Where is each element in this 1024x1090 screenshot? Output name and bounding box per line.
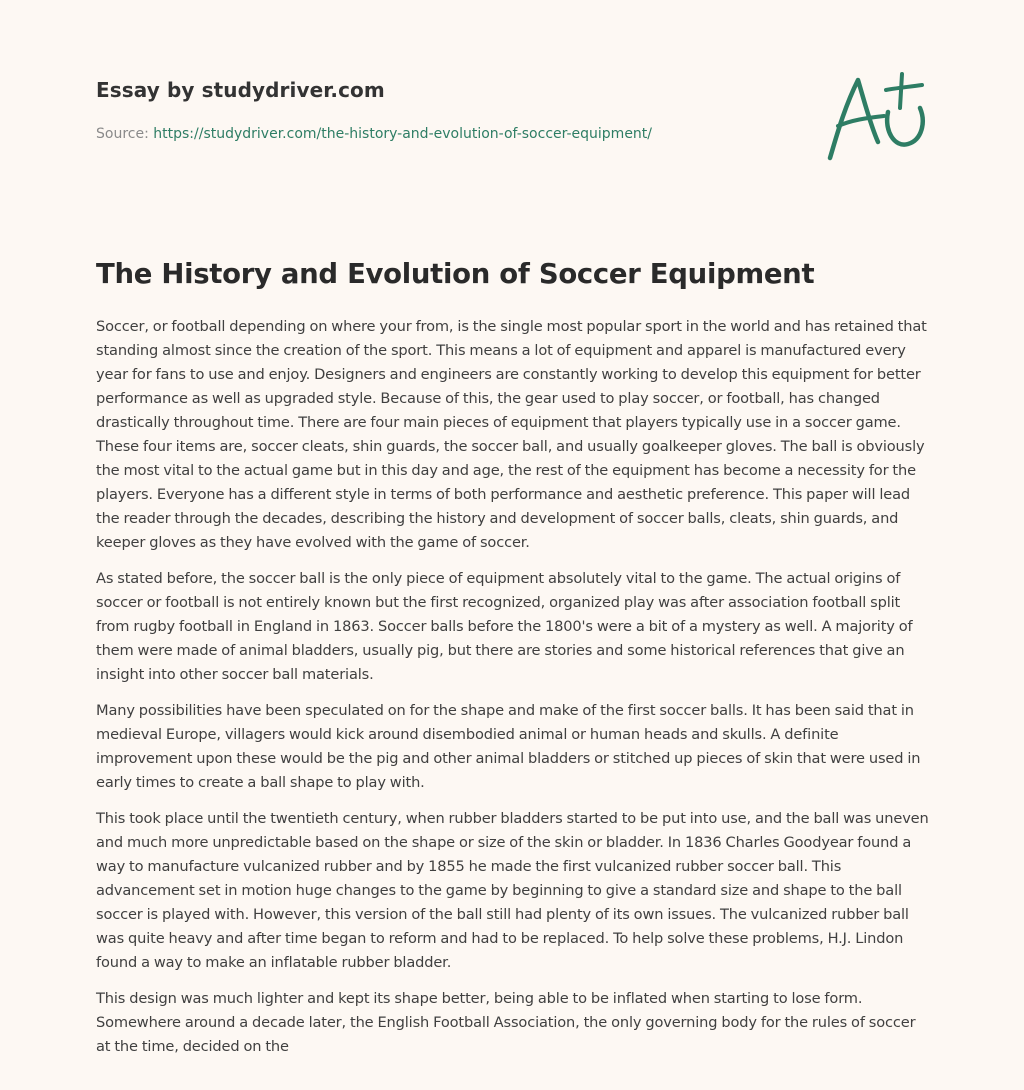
a-plus-grade-icon [822, 68, 932, 164]
site-brand: Essay by studydriver.com [96, 78, 385, 102]
essay-paragraph: This design was much lighter and kept its shape better, being able to be inflated when starting to lose form. Somewhere around a decade later, the English Football Association, the only governing body for the rules of soccer at the time, decided on the [96, 990, 916, 1055]
source-line [96, 124, 836, 144]
essay-body [96, 315, 932, 1071]
essay-header [96, 76, 836, 144]
source-label: Source: [96, 126, 154, 142]
source-link[interactable]: https://studydriver.com/the-history-and-evolution-of-soccer-equipment/ [153, 126, 653, 142]
essay-paragraph: Soccer, or football depending on where your from, is the single most popular sport in the world and has retained that standing almost since the creation of the sport. This means a lot of equipment and apparel is manufactured every year for fans to use and enjoy. Designers and engineers are constantly working to develop this equipment for better performance as well as upgraded style. Because of this, the gear used to play soccer, or football, has changed drastically throughout time. There are four main pieces of equipment that players typically use in a soccer game. These four items are, soccer cleats, shin guards, the soccer ball, and usually goalkeeper gloves. The ball is obviously the most vital to the actual game but in this day and age, the rest of the equipment has become a necessity for the players. Everyone has a different style in terms of both performance and aesthetic preference. This paper will lead the reader through the decades, describing the history and development of soccer balls, cleats, shin guards, and keeper gloves as they have evolved with the game of soccer. [96, 318, 927, 551]
essay-paragraph: This took place until the twentieth century, when rubber bladders started to be put into use, and the ball was uneven and much more unpredictable based on the shape or size of the skin or bladder. In 1836 Charles Goodyear found a way to manufacture vulcanized rubber and by 1855 he made the first vulcanized rubber soccer ball. This advancement set in motion huge changes to the game by beginning to give a standard size and shape to the ball soccer is played with. However, this version of the ball still had plenty of its own issues. The vulcanized rubber ball was quite heavy and after time began to reform and had to be replaced. To help solve these problems, H.J. Lindon found a way to make an inflatable rubber bladder. [96, 810, 929, 971]
essay-paragraph: Many possibilities have been speculated on for the shape and make of the first soccer balls. It has been said that in medieval Europe, villagers would kick around disembodied animal or human heads and skulls. A definite improvement upon these would be the pig and other animal bladders or stitched up pieces of skin that were used in early times to create a ball shape to play with. [96, 702, 921, 791]
essay-paragraph: As stated before, the soccer ball is the only piece of equipment absolutely vital to the game. The actual origins of soccer or football is not entirely known but the first recognized, organized play was after association football split from rugby football in England in 1863. Soccer balls before the 1800's were a bit of a mystery as well. A majority of them were made of animal bladders, usually pig, but there are stories and some historical references that give an insight into other soccer ball materials. [96, 570, 913, 683]
essay-title: The History and Evolution of Soccer Equipment [96, 258, 815, 290]
